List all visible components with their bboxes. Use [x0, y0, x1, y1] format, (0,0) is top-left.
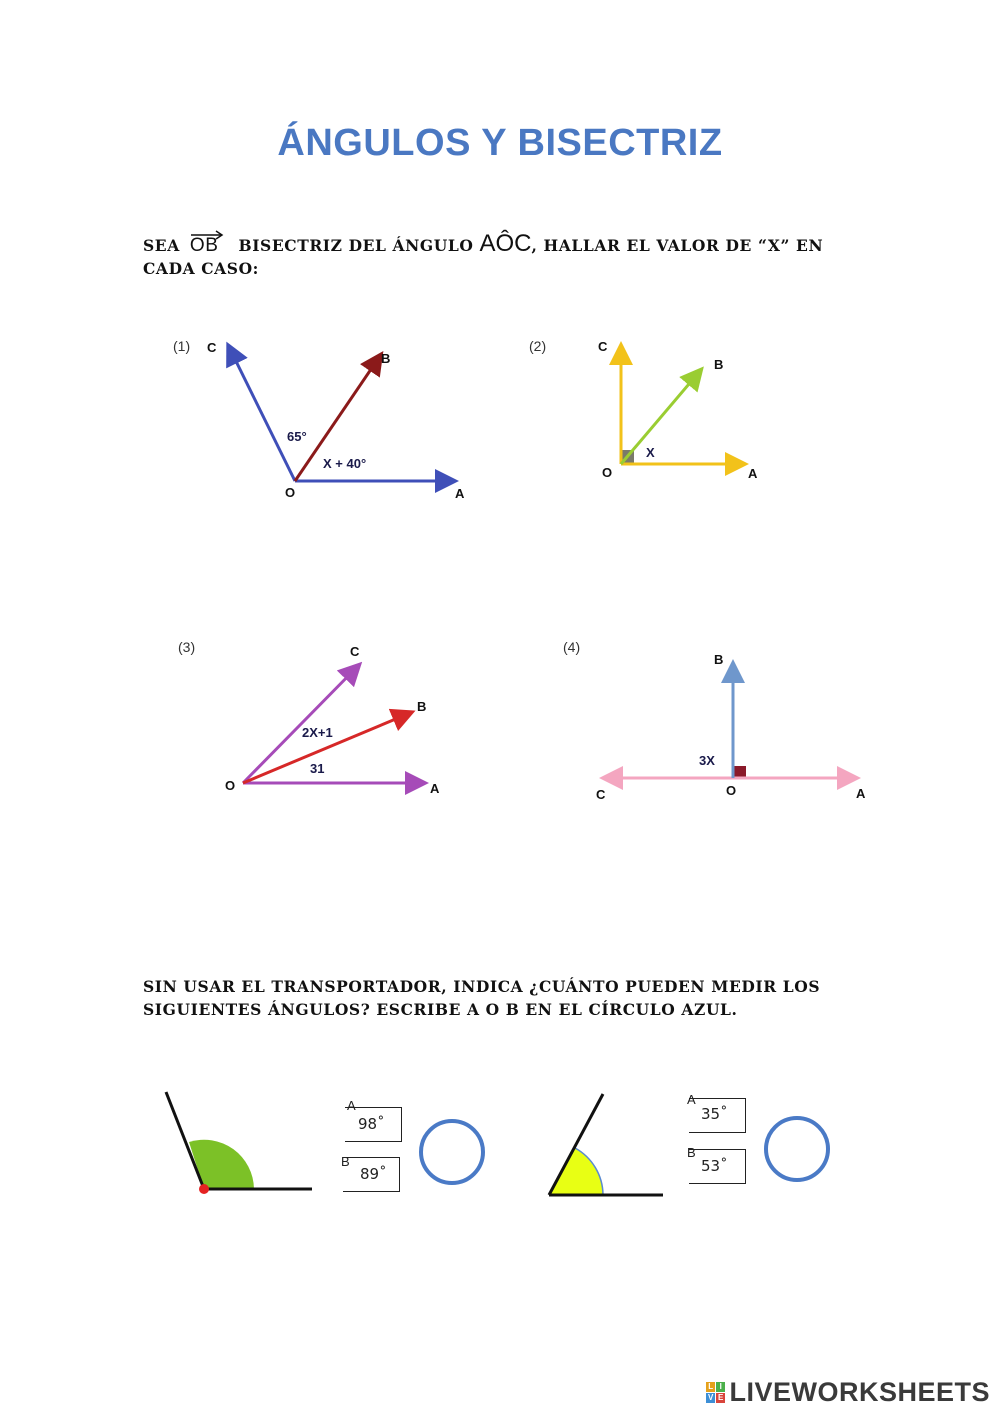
case-3-diagram [215, 635, 455, 805]
ray-oc [229, 347, 295, 481]
vertex-dot [199, 1184, 209, 1194]
instruction-mid: BISECTRIZ DEL ÁNGULO [238, 236, 474, 255]
liveworksheets-logo [706, 1377, 990, 1408]
case-1-diagram [150, 330, 490, 510]
logo-mark-icon: L I V E [708, 1382, 724, 1402]
label-o: O [285, 485, 296, 500]
ray-oc [243, 666, 358, 783]
right-angle-marker [734, 766, 746, 778]
instruction-end: , HALLAR EL VALOR DE “X” EN [531, 236, 824, 255]
exercise-1-option-b-value: 89˚ [360, 1165, 387, 1183]
label-a: A [856, 786, 866, 801]
vector-arrow-icon [190, 230, 224, 240]
instruction2-line2: SIGUIENTES ÁNGULOS? ESCRIBE A O B EN EL CÍRCULO AZUL. [143, 1000, 738, 1019]
label-b: B [417, 699, 427, 714]
angle-label-x: X [646, 445, 655, 460]
label-c: C [598, 339, 608, 354]
label-o: O [602, 465, 613, 480]
case-1-number: (1) [173, 338, 191, 354]
angle-label-2x1: 2X+1 [302, 725, 333, 740]
instruction-line2: CADA CASO: [143, 259, 260, 278]
logo-text: LIVEWORKSHEETS [729, 1377, 990, 1407]
exercise-1-answer-circle[interactable] [419, 1119, 485, 1185]
instruction-estimate [143, 975, 873, 1021]
exercise-1-option-a-value: 98˚ [358, 1115, 385, 1133]
case-3-number: (3) [178, 639, 196, 655]
exercise-2-option-a-letter: A [687, 1092, 696, 1107]
label-b: B [714, 652, 724, 667]
angle-label-3x: 3X [699, 753, 715, 768]
instruction2-line1: SIN USAR EL TRANSPORTADOR, INDICA ¿CUÁNTO PUEDEN MEDIR LOS [143, 977, 821, 996]
label-c: C [350, 644, 360, 659]
case-4-diagram [590, 645, 875, 810]
label-b: B [714, 357, 724, 372]
label-c: C [207, 340, 217, 355]
label-a: A [430, 781, 440, 796]
page-title: ÁNGULOS Y BISECTRIZ [277, 122, 723, 164]
angle-fill [549, 1148, 603, 1195]
label-a: A [748, 466, 758, 481]
label-o: O [225, 778, 236, 793]
case-2-diagram [590, 330, 770, 490]
label-o: O [726, 783, 737, 798]
exercise-2-answer-circle[interactable] [764, 1116, 830, 1182]
exercise-2-option-b-letter: B [687, 1145, 696, 1160]
ray-ob [621, 371, 700, 464]
exercise-2-option-a-value: 35˚ [701, 1105, 728, 1123]
case-2-number: (2) [529, 338, 547, 354]
exercise-1-option-a-letter: A [347, 1098, 356, 1113]
ray-ob [243, 713, 410, 783]
angle-label-x40: X + 40° [323, 456, 367, 471]
exercise-2-angle [540, 1088, 670, 1203]
instruction-bisector [143, 232, 873, 280]
exercise-2-option-b-value: 53˚ [701, 1157, 728, 1175]
angle-fill [189, 1140, 254, 1189]
case-4-number: (4) [563, 639, 581, 655]
instruction-sea: SEA [143, 236, 180, 255]
vector-ob: OB [190, 234, 219, 257]
exercise-1-option-b-letter: B [341, 1154, 350, 1169]
label-b: B [381, 351, 391, 366]
exercise-1-angle [160, 1088, 320, 1200]
label-a: A [455, 486, 465, 501]
angle-label-65: 65° [287, 429, 307, 444]
angle-label-31: 31 [310, 761, 325, 776]
label-c: C [596, 787, 606, 802]
angle-aoc: AÔC [479, 230, 532, 257]
